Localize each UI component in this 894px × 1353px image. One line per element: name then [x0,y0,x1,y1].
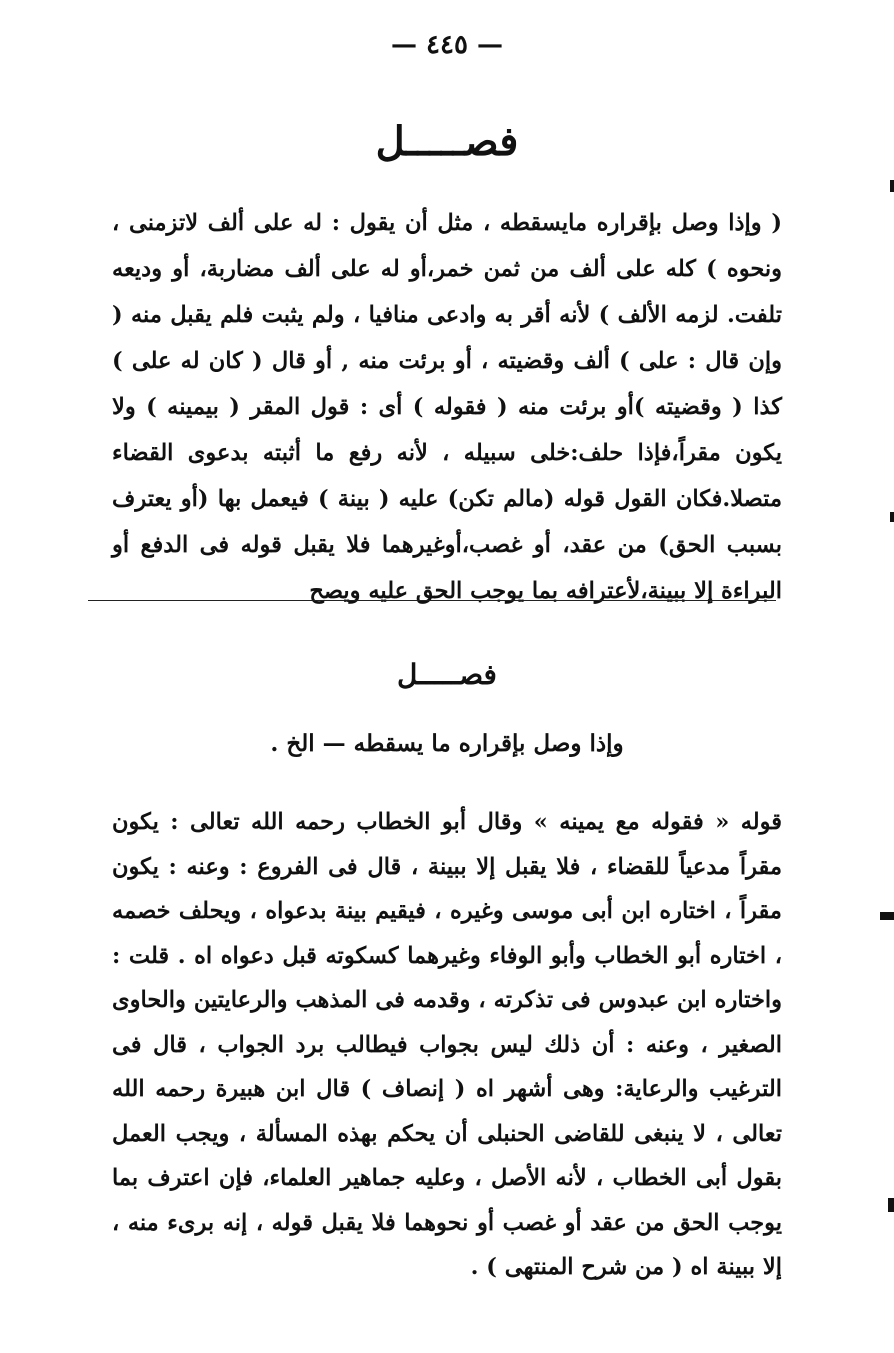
commentary-text-block [112,800,782,1290]
commentary-heading: فصـــــل [397,658,497,691]
section-heading: فصـــــل [375,118,519,165]
scan-edge-mark [890,180,894,192]
commentary-text-paragraph: قوله « فقوله مع يمينه » وقال أبو الخطاب رحمه الله تعالى : يكون مقراً مدعياً للقضاء ، فلا يقبل إلا ببينة ، قال فى الفروع : وعنه : يكون مقراً ، اختاره ابن أبى موسى وغيره ، فيقيم بينة بدعواه ، ويحلف خصمه ، اختاره أبو الخطاب وأبو الوفاء وغيرهما كسكوته قبل دعواه اه . قلت : واختاره ابن عبدوس فى تذكرته ، وقدمه فى المذهب والرعايتين والحاوى الصغير ، وعنه : أن ذلك ليس بجواب فيطالب برد الجواب ، قال فى الترغيب والرعاية: وهى أشهر اه ( إنصاف ) قال ابن هبيرة رحمه الله تعالى ، لا ينبغى للقاضى الحنبلى أن يحكم بهذه المسألة ، ويجب العمل بقول أبى الخطاب ، لأنه الأصل ، وعليه جماهير العلماء، فإن اعترف بما يوجب الحق من عقد أو غصب أو نحوهما فلا يقبل قوله ، إنه برىء منه ، إلا ببينة اه ( من شرح المنتهى ) . [112,809,782,1280]
section-divider [88,600,776,601]
main-text-block [112,200,782,614]
scan-edge-mark [888,1198,894,1212]
page-number: — ٤٤٥ — [390,30,504,60]
scan-edge-mark [880,912,894,920]
main-text-paragraph: ( وإذا وصل بإقراره مايسقطه ، مثل أن يقول : له على ألف لاتزمنى ، ونحوه ) كله على ألف من ثمن خمر،أو له على ألف مضاربة، أو وديعه تلفت. لزمه الألف ) لأنه أقر به وادعى منافيا ، ولم يثبت فلم يقبل منه ( وإن قال : على ) ألف وقضيته ، أو برئت منه , أو قال ( كان له على ) كذا ( وقضيته )أو برئت منه ( فقوله ) أى : قول المقر ( بيمينه ) ولا يكون مقراً،فإذا حلف:خلى سبيله ، لأنه رفع ما أثبته بدعوى القضاء متصلا.فكان القول قوله (مالم تكن) عليه ( بينة ) فيعمل بها (أو يعترف بسبب الحق) من عقد، أو غصب،أوغيرهما فلا يقبل قوله فى الدفع أو البراءة إلا ببينة،لأعترافه بما يوجب الحق عليه ويصح [112,210,782,604]
scan-edge-mark [890,512,894,522]
commentary-subtitle: وإذا وصل بإقراره ما يسقطه — الخ . [270,730,624,757]
